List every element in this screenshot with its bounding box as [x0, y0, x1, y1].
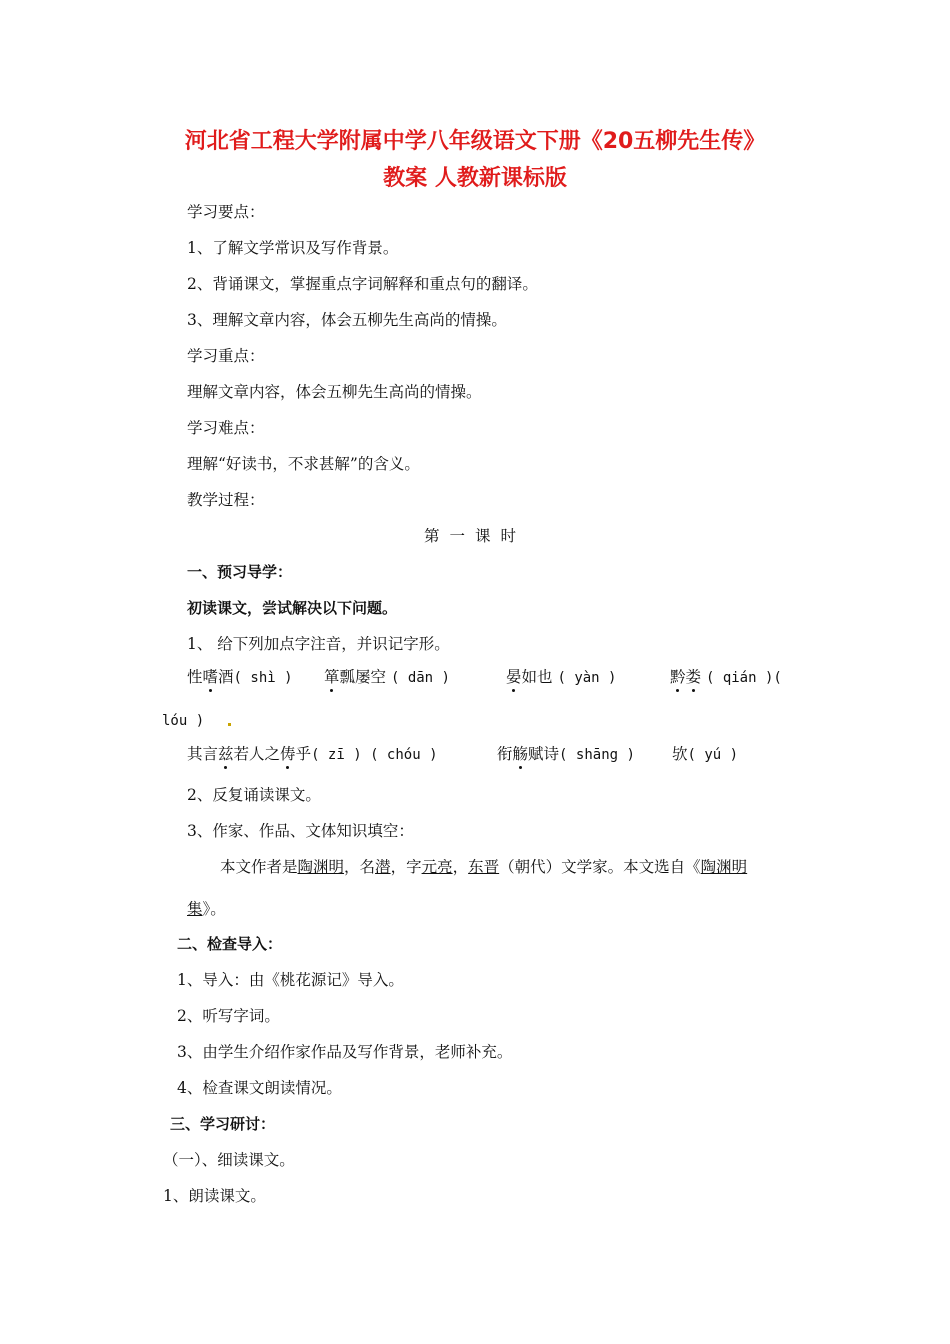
part3-item-1: 1、朗读课文。 — [163, 1187, 266, 1205]
task3: 3、作家、作品、文体知识填空： — [187, 822, 414, 840]
pinyin-item-2: 箪瓢屡空 ( dān ) — [324, 668, 450, 686]
study-points-heading: 学习要点： — [187, 203, 265, 221]
lesson-title: 第一课时 — [423, 527, 526, 545]
study-point-2: 2、背诵课文，掌握重点字词解释和重点句的翻译。 — [187, 275, 538, 293]
document-title-line2: 教案 人教新课标版 — [383, 166, 567, 191]
pinyin-item-3: 晏如也 ( yàn ) — [506, 668, 617, 686]
difficulty-text: 理解“好读书，不求甚解”的含义。 — [187, 455, 420, 473]
pinyin-item-6: 衔觞赋诗( shāng ) — [497, 745, 635, 763]
document-title-line1: 河北省工程大学附属中学八年级语文下册《20五柳先生传》 — [184, 129, 766, 154]
process-heading: 教学过程： — [187, 491, 265, 509]
fill-in-sentence-cont: 集》。 — [187, 900, 226, 918]
pinyin-item-7: 欤( yú ) — [672, 745, 739, 763]
part2-item-1: 1、导入：由《桃花源记》导入。 — [177, 971, 404, 989]
key-text: 理解文章内容，体会五柳先生高尚的情操。 — [187, 383, 482, 401]
pinyin-item-1: 性嗜酒( shì ) — [187, 668, 293, 686]
part3-heading: 三、学习研讨： — [170, 1115, 276, 1133]
pinyin-item-4: 黔娄 ( qián )( — [670, 668, 782, 686]
stray-mark — [228, 723, 231, 726]
pinyin-item-5: 其言兹若人之俦乎( zī ) ( chóu ) — [187, 745, 438, 763]
study-point-3: 3、理解文章内容，体会五柳先生高尚的情操。 — [187, 311, 507, 329]
task1: 1、 给下列加点字注音，并识记字形。 — [187, 635, 450, 653]
part1-subheading: 初读课文，尝试解决以下问题。 — [187, 599, 398, 617]
part2-item-2: 2、听写字词。 — [177, 1007, 280, 1025]
difficulty-heading: 学习难点： — [187, 419, 265, 437]
fill-in-sentence: 本文作者是陶渊明，名潜，字元亮，东晋（朝代）文学家。本文选自《陶渊明 — [220, 858, 748, 876]
part2-item-4: 4、检查课文朗读情况。 — [177, 1079, 342, 1097]
part1-heading: 一、预习导学： — [187, 563, 293, 581]
key-heading: 学习重点： — [187, 347, 265, 365]
pinyin-item-4-cont: lóu ) — [162, 713, 205, 729]
part3-sub: （一）、细读课文。 — [163, 1151, 295, 1169]
study-point-1: 1、了解文学常识及写作背景。 — [187, 239, 399, 257]
part2-heading: 二、检查导入： — [177, 935, 283, 953]
part2-item-3: 3、由学生介绍作家作品及写作背景，老师补充。 — [177, 1043, 513, 1061]
task2: 2、反复诵读课文。 — [187, 786, 321, 804]
